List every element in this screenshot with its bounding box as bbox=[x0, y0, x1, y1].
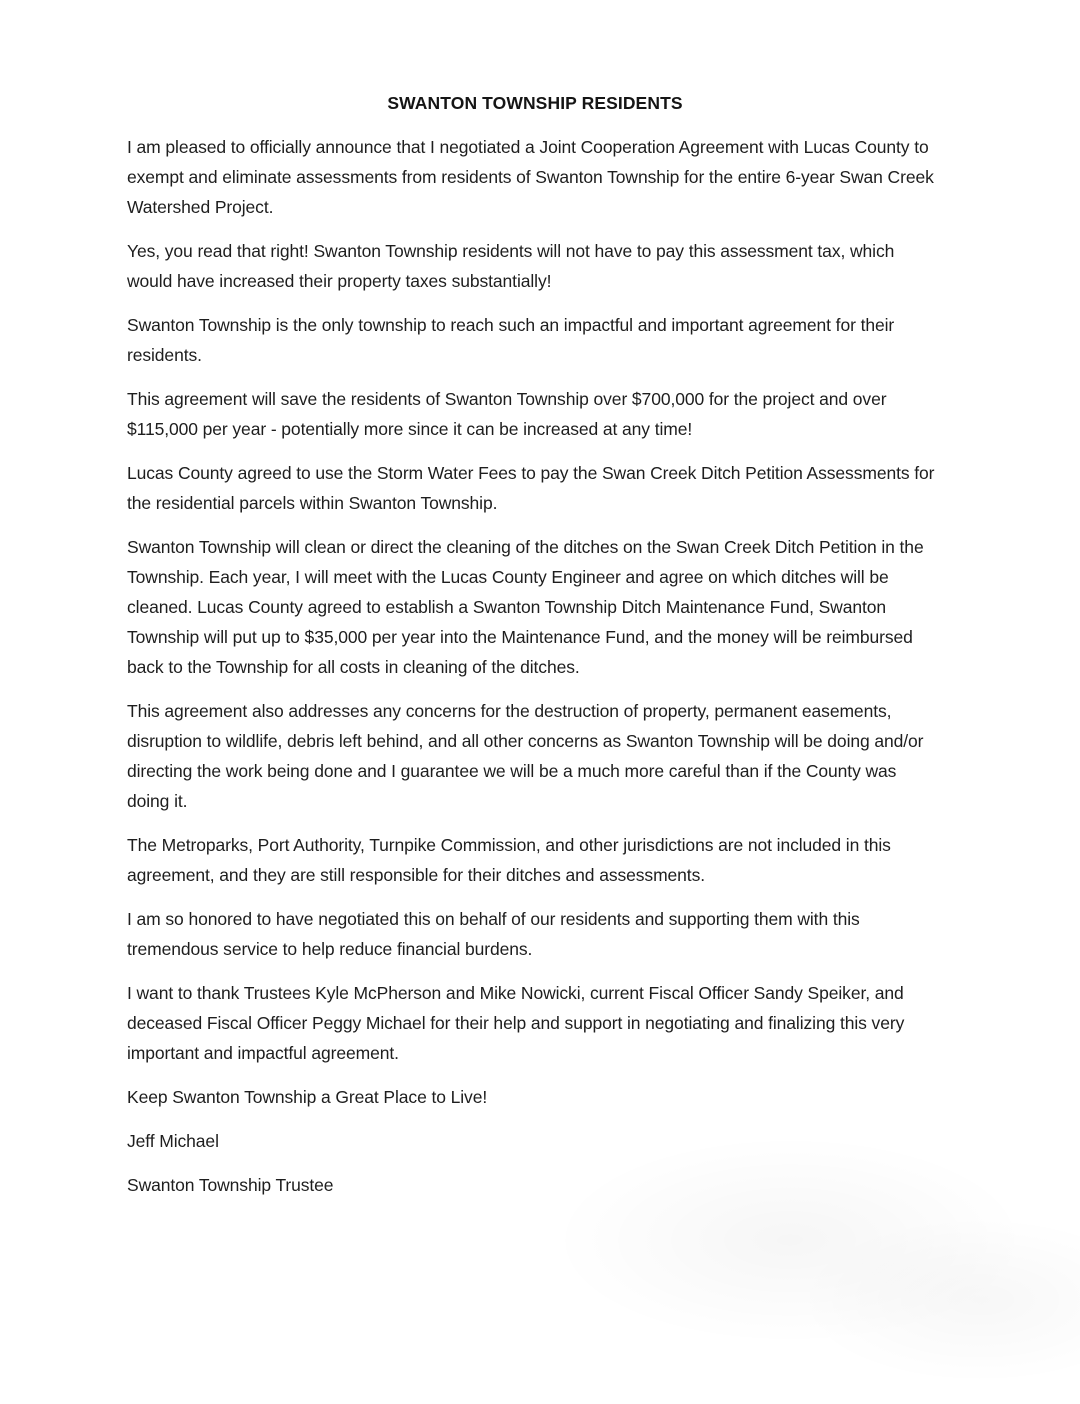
paragraph: I am so honored to have negotiated this on behalf of our residents and supporting them with this tremendous service to help reduce financial burdens. bbox=[127, 909, 860, 959]
signature-title: Swanton Township Trustee bbox=[127, 1175, 334, 1195]
paragraph: The Metroparks, Port Authority, Turnpike Commission, and other jurisdictions are not included in this agreement, and they are still responsible for their ditches and assessments. bbox=[127, 835, 891, 885]
paragraph: This agreement also addresses any concerns for the destruction of property, permanent easements, disruption to wildlife, debris left behind, and all other concerns as Swanton Township will be doing and/or directing the work being done and I guarantee we will be a much more careful than if the County was doing it. bbox=[127, 701, 924, 811]
document-content bbox=[127, 88, 943, 1214]
paragraph: Swanton Township will clean or direct the cleaning of the ditches on the Swan Creek Ditch Petition in the Township. Each year, I will meet with the Lucas County Engineer and agree on which ditches will be cleaned. Lucas County agreed to establish a Swanton Township Ditch Maintenance Fund, Swanton Township will put up to $35,000 per year into the Maintenance Fund, and the money will be reimbursed back to the Township for all costs in cleaning of the ditches. bbox=[127, 537, 924, 677]
paragraph: This agreement will save the residents of Swanton Township over $700,000 for the project and over $115,000 per year - potentially more since it can be increased at any time! bbox=[127, 389, 887, 439]
paragraph: Yes, you read that right! Swanton Township residents will not have to pay this assessment tax, which would have increased their property taxes substantially! bbox=[127, 241, 895, 291]
paragraph: Swanton Township is the only township to reach such an impactful and important agreement for their residents. bbox=[127, 315, 895, 365]
document-body bbox=[127, 132, 943, 1068]
paragraph: Lucas County agreed to use the Storm Water Fees to pay the Swan Creek Ditch Petition Assessments for the residential parcels within Swanton Township. bbox=[127, 463, 935, 513]
document-footer bbox=[127, 1082, 943, 1200]
closing-line: Keep Swanton Township a Great Place to Live! bbox=[127, 1087, 488, 1107]
paragraph: I am pleased to officially announce that I negotiated a Joint Cooperation Agreement with Lucas County to exempt and eliminate assessments from residents of Swanton Township for the entire 6-year Swan Creek Watershed Project. bbox=[127, 137, 934, 217]
document-title: SWANTON TOWNSHIP RESIDENTS bbox=[387, 93, 683, 113]
signature-name: Jeff Michael bbox=[127, 1131, 219, 1151]
paragraph: I want to thank Trustees Kyle McPherson and Mike Nowicki, current Fiscal Officer Sandy Speiker, and deceased Fiscal Officer Peggy Michael for their help and support in negotiating and finalizing this very important and impactful agreement. bbox=[127, 983, 905, 1063]
